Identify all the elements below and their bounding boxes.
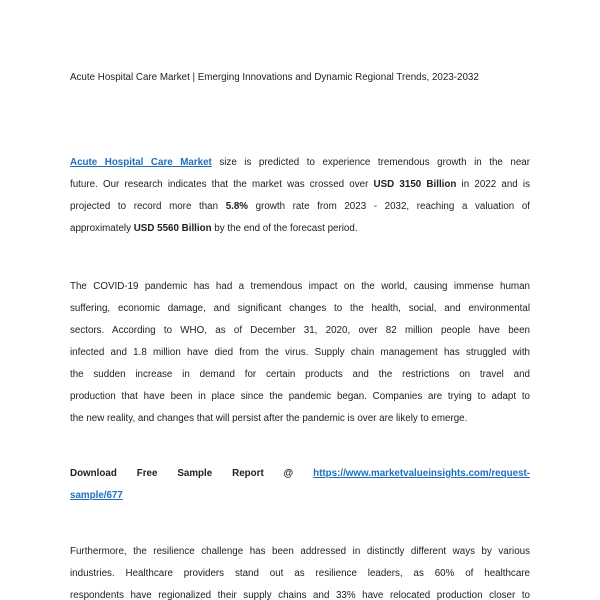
text-line [70,541,530,563]
text-line [70,364,530,386]
text-line [70,485,530,507]
text-segment: sectors. According to WHO, as of December 31, 2020, over 82 million people have been [70,325,530,336]
covid-impact-paragraph [70,276,530,430]
text-segment: Download Free Sample Report @ [70,468,314,479]
text-segment: future. Our research indicates that the market was crossed over [70,179,374,190]
text-line [70,386,530,408]
text-segment: the new reality, and changes that will persist after the pandemic is over are likely to emerge. [70,413,468,424]
text-line [70,174,530,196]
text-segment: The COVID-19 pandemic has had a tremendous impact on the world, causing immense human [70,281,530,292]
text-line [70,320,530,342]
text-segment: by the end of the forecast period. [211,223,358,234]
text-segment: size is predicted to experience tremendous growth in the near [211,157,530,168]
text-segment: the sudden increase in demand for certain products and the restrictions on travel and [70,369,530,380]
text-line [70,463,530,485]
text-line [70,218,530,240]
text-line [70,298,530,320]
text-line [70,585,530,600]
text-segment: production that have been in place since the pandemic began. Companies are trying to adapt to [70,391,530,402]
text-segment: approximately [70,223,134,234]
text-segment: in 2022 and is [456,179,530,190]
download-sample-paragraph [70,463,530,507]
acute-hospital-care-market-link[interactable]: Acute Hospital Care Market [70,157,212,168]
text-segment: growth rate from 2023 - 2032, reaching a valuation of [248,201,530,212]
text-line [70,276,530,298]
text-segment: projected to record more than [70,201,226,212]
market-size-paragraph [70,152,530,240]
text-segment: USD 5560 Billion [133,223,212,234]
text-line [70,196,530,218]
request-sample-url-link[interactable]: https://www.marketvalueinsights.com/request- [313,468,530,479]
document-body [70,152,530,600]
text-segment: suffering, economic damage, and significant changes to the health, social, and environmental [70,303,530,314]
text-segment: 5.8% [225,201,249,212]
text-line [70,563,530,585]
request-sample-url-link-continued[interactable]: sample/677 [70,490,123,501]
document-page [0,67,600,600]
text-line [70,342,530,364]
text-line [70,152,530,174]
text-segment: industries. Healthcare providers stand out as resilience leaders, as 60% of healthcare [70,568,530,579]
resilience-paragraph [70,541,530,600]
text-line [70,408,530,430]
text-segment: respondents have regionalized their supply chains and 33% have relocated production closer to [70,590,530,600]
text-segment: infected and 1.8 million have died from the virus. Supply chain management has struggled with [70,347,530,358]
document-title: Acute Hospital Care Market | Emerging Innovations and Dynamic Regional Trends, 2023-2032 [70,72,479,83]
text-segment: Furthermore, the resilience challenge has been addressed in distinctly different ways by various [70,546,530,557]
text-segment: USD 3150 Billion [373,179,457,190]
